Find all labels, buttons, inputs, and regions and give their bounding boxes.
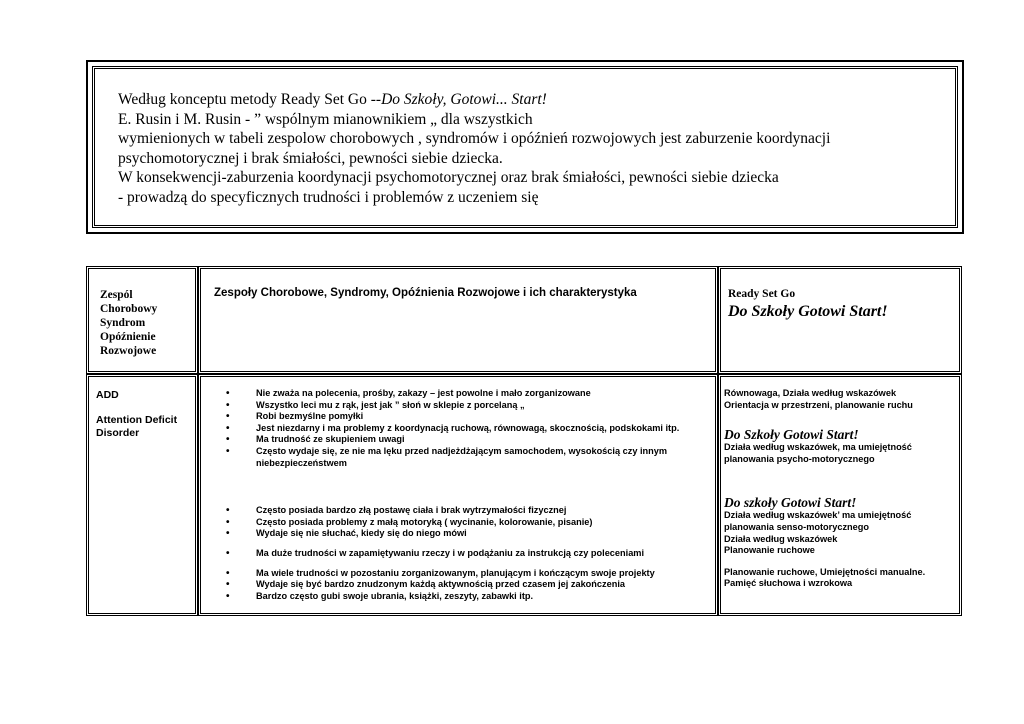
intro-line-1: Według konceptu metody Ready Set Go --Do Szkoły, Gotowi... Start! [118,91,547,108]
intro-line-4: psychomotorycznej i brak śmiałości, pewności siebie dziecka. [118,149,503,167]
list-item: • Jest niezdarny i ma problemy z koordynacją ruchową, równowagą, skocznością, podskokami itp. [226,423,706,435]
header-program-name: Ready Set Go [728,288,796,300]
header-cell-syndrome [86,266,198,374]
row-cell-syndrome [86,374,198,616]
intro-line-5: W konsekwencji-zaburzenia koordynacji psychomotorycznej oraz brak śmiałości, pewności siebie dziecka [118,169,779,186]
program-description: Równowaga, Działa według wskazówek Orientacja w przestrzeni, planowanie ruchu Do Szkoły Gotowi Start! Działa według wskazówek, ma umiejętność planowania psycho-motorycznego Do szkoły Gotowi Start! Działa według wskazówek’ ma umiejętność planowania senso-motorycznego Działa według wskazówek Planowanie ruchowe Planowanie ruchowe, Umiejętności manualne. Pamięć słuchowa i wzrokowa [724,388,954,590]
program-title-2: Do szkoły Gotowi Start! [724,495,857,511]
list-item: • Wszystko leci mu z rąk, jest jak ” słoń w sklepie z porcelaną „ [226,400,706,412]
list-item: • Często wydaje się, ze nie ma lęku przed nadjeżdżającym samochodem, wysokością czy innym niebezpieczeństwem [226,446,706,469]
syndrome-abbreviation: ADD [96,389,119,401]
characteristics-list [226,388,706,602]
row-cell-program [718,374,962,616]
header-program-title: Do Szkoły Gotowi Start! [728,303,888,320]
list-item: • Często posiada problemy z małą motoryką ( wycinanie, kolorowanie, pisanie) [226,517,706,529]
list-item: • Nie zważa na polecenia, prośby, zakazy – jest powolne i mało zorganizowane [226,388,706,400]
list-item: • Ma duże trudności w zapamiętywaniu rzeczy i w podążaniu za instrukcją czy poleceniami [226,548,706,560]
syndrome-name: ADD Attention Deficit Disorder [96,389,178,439]
header-syndrome-label: Zespól Chorobowy Syndrom Opóźnienie Rozwojowe [100,289,158,357]
row-cell-characteristics [198,374,718,616]
list-item: • Bardzo często gubi swoje ubrania, książki, zeszyty, zabawki itp. [226,591,706,603]
list-item: • Często posiada bardzo złą postawę ciała i brak wytrzymałości fizycznej [226,505,706,517]
header-cell-program [718,266,962,374]
intro-line-6: - prowadzą do specyficznych trudności i problemów z uczeniem się [118,188,539,206]
intro-line-3: wymienionych w tabeli zespolow chorobowych , syndromów i opóźnień rozwojowych jest zaburzenie koordynacji [118,130,831,147]
list-item: • Ma wiele trudności w pozostaniu zorganizowanym, planującym i kończącym swoje projekty [226,568,706,580]
intro-program-title: Do Szkoły, Gotowi... Start! [381,91,547,108]
list-item: • Wydaje się nie słuchać, kiedy się do niego mówi [226,528,706,540]
list-item: • Ma trudność ze skupieniem uwagi [226,434,706,446]
program-title-1: Do Szkoły Gotowi Start! [724,427,859,443]
header-cell-characteristics [198,266,718,374]
header-characteristics-label: Zespoły Chorobowe, Syndromy, Opóźnienia Rozwojowe i ich charakterystyka [214,287,637,299]
list-item: • Robi bezmyślne pomyłki [226,411,706,423]
intro-text [118,90,942,207]
intro-box [86,60,964,234]
intro-line-2: E. Rusin i M. Rusin - ” wspólnym mianownikiem „ dla wszystkich [118,110,533,128]
list-item: • Wydaje się być bardzo znudzonym każdą aktywnością przed czasem jej zakończenia [226,579,706,591]
